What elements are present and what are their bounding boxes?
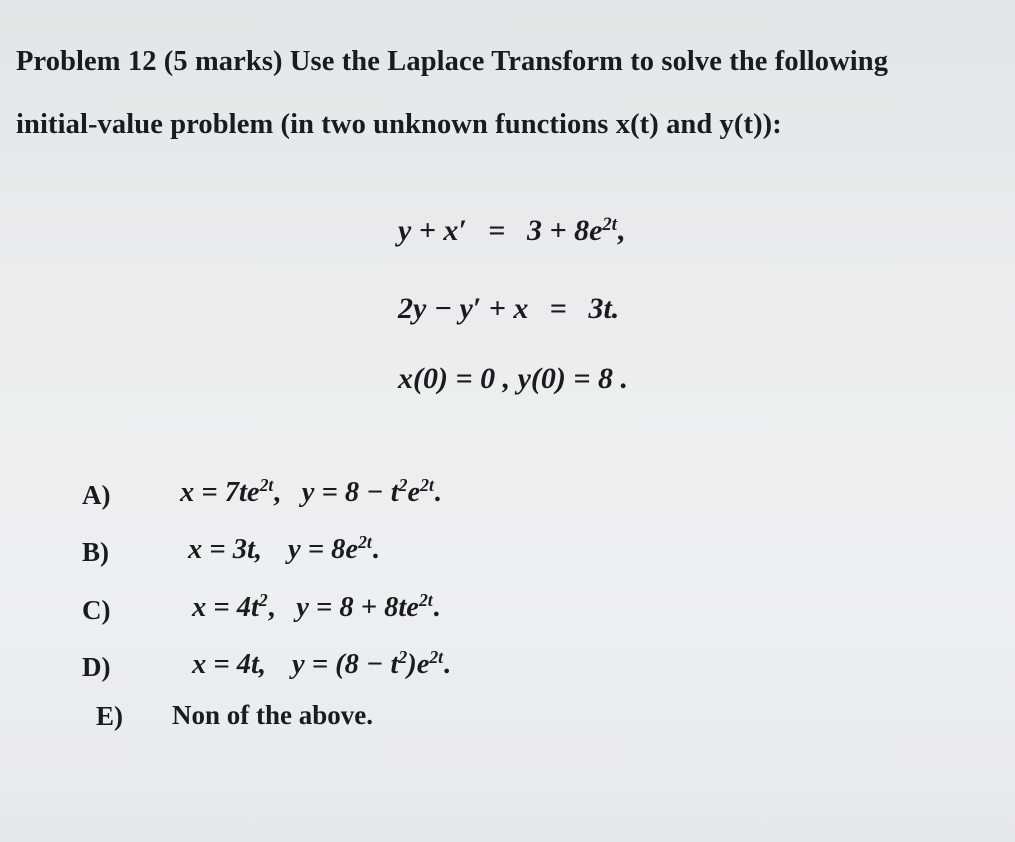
option-b-x: x = 3t, xyxy=(188,534,263,565)
initial-conditions xyxy=(398,362,628,396)
problem-line-2: initial-value problem (in two unknown functions x(t) and y(t)): xyxy=(16,109,782,140)
option-a-x: x = 7te xyxy=(180,477,260,508)
equation-1-exponent: 2t xyxy=(602,213,617,235)
option-b-period: . xyxy=(371,534,379,565)
option-c-x: x = 4t xyxy=(192,592,259,623)
option-a-x-exponent: 2t xyxy=(259,475,274,496)
option-e-letter: E) xyxy=(96,701,123,731)
option-b-letter: B) xyxy=(82,537,109,567)
option-a-separator: , xyxy=(273,477,302,508)
initial-conditions-text: x(0) = 0 , y(0) = 8 . xyxy=(398,362,628,395)
equation-2-lhs: 2y − y′ + x xyxy=(398,292,529,325)
option-d-y-exponent-1: 2 xyxy=(398,647,408,668)
equation-2-equals: = xyxy=(549,292,567,325)
option-c-answer xyxy=(192,592,440,624)
equation-1-equals: = xyxy=(488,214,506,247)
option-c-letter: C) xyxy=(82,595,111,625)
equation-2-rhs: 3t. xyxy=(588,292,620,325)
option-d-y-e: )e xyxy=(407,649,430,680)
option-a-period: . xyxy=(433,477,441,508)
option-c-y: y = 8 + 8te xyxy=(296,592,419,623)
problem-line-1: Problem 12 (5 marks) Use the Laplace Transform to solve the following xyxy=(16,46,889,77)
option-a-letter: A) xyxy=(82,480,111,510)
equation-2 xyxy=(398,292,619,326)
option-b-y: y = 8e xyxy=(288,534,359,565)
option-d-y: y = (8 − t xyxy=(292,649,399,680)
option-a-y-e: e xyxy=(407,477,421,508)
option-d-x: x = 4t, xyxy=(192,649,267,680)
equation-1 xyxy=(398,214,624,248)
option-b-answer xyxy=(188,534,379,566)
option-d-letter: D) xyxy=(82,652,111,682)
option-b-y-exponent: 2t xyxy=(358,532,372,553)
option-a-y: y = 8 − t xyxy=(301,477,399,508)
equation-1-comma: , xyxy=(616,214,625,247)
option-c-y-exponent: 2t xyxy=(418,590,433,611)
equation-1-lhs: y + x′ xyxy=(398,214,467,247)
option-d-answer xyxy=(192,649,450,681)
option-c-separator: , xyxy=(267,592,297,623)
equation-1-rhs: 3 + 8e xyxy=(526,214,603,247)
option-a-y-exponent-2: 2t xyxy=(420,475,434,496)
option-d-y-exponent-2: 2t xyxy=(429,647,444,668)
option-c-period: . xyxy=(432,592,440,623)
option-c-x-exponent: 2 xyxy=(258,590,268,611)
option-a-y-exponent-1: 2 xyxy=(398,475,408,496)
option-d-period: . xyxy=(443,649,451,680)
problem-statement xyxy=(16,30,1006,156)
option-e-answer: Non of the above. xyxy=(172,700,373,730)
option-a-answer xyxy=(180,477,441,509)
